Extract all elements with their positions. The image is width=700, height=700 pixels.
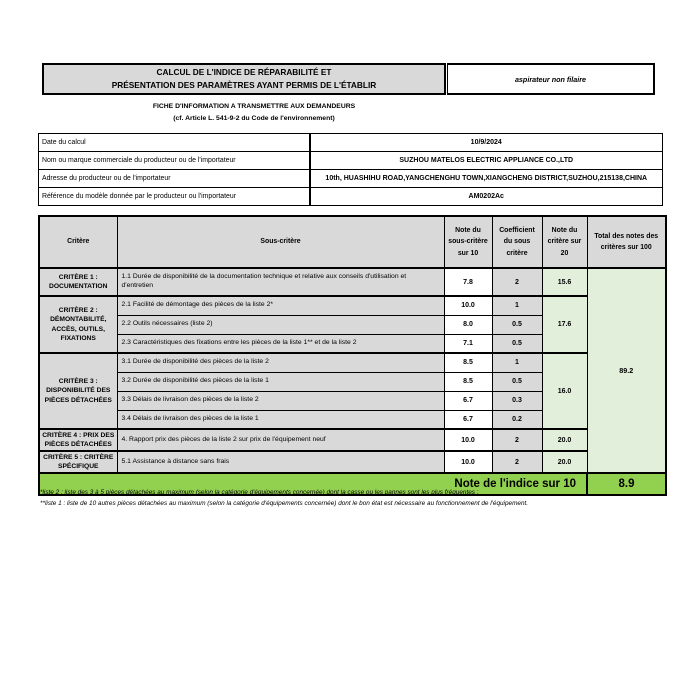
footnote-liste-2: *liste 2 : liste des 3 à 5 pièces détachées au maximum (selon la catégorie d'équipements concernée) dont la casse ou les pannes sont les plus fréquentes ; bbox=[40, 489, 479, 496]
criterion-2-label: CRITÈRE 2 : DÉMONTABILITÉ, ACCÈS, OUTILS, FIXATIONS bbox=[39, 296, 117, 353]
table-row bbox=[39, 353, 666, 372]
note-4: 10.0 bbox=[444, 429, 492, 451]
coef-3-3: 0.3 bbox=[492, 391, 542, 410]
note-2-2: 8.0 bbox=[444, 315, 492, 334]
table-row bbox=[39, 451, 666, 473]
subcriterion-2-2: 2.2 Outils nécessaires (liste 2) bbox=[117, 315, 444, 334]
info-row-model bbox=[39, 188, 663, 206]
criterion-2-note-20: 17.6 bbox=[542, 296, 587, 353]
coef-4: 2 bbox=[492, 429, 542, 451]
col-header-note-sous: Note du sous-critère sur 10 bbox=[444, 216, 492, 268]
coef-3-4: 0.2 bbox=[492, 410, 542, 429]
info-value-brand: SUZHOU MATELOS ELECTRIC APPLIANCE CO.,LTD bbox=[310, 152, 663, 170]
criterion-4-note-20: 20.0 bbox=[542, 429, 587, 451]
subtitle-line1: FICHE D'INFORMATION A TRANSMETTRE AUX DEMANDEURS bbox=[152, 103, 356, 110]
note-3-3: 6.7 bbox=[444, 391, 492, 410]
col-header-sous-critere: Sous-critère bbox=[117, 216, 444, 268]
info-table bbox=[38, 133, 663, 206]
info-label-date: Date du calcul bbox=[39, 134, 310, 152]
final-score-label: Note de l'indice sur 10 bbox=[39, 473, 587, 495]
note-3-4: 6.7 bbox=[444, 410, 492, 429]
criterion-3-note-20: 16.0 bbox=[542, 353, 587, 429]
subcriterion-4: 4. Rapport prix des pièces de la liste 2 sur prix de l'équipement neuf bbox=[117, 429, 444, 451]
subcriterion-2-1: 2.1 Facilité de démontage des pièces de la liste 2* bbox=[117, 296, 444, 315]
info-row-address bbox=[39, 170, 663, 188]
document-title bbox=[42, 63, 446, 95]
note-5-1: 10.0 bbox=[444, 451, 492, 473]
col-header-total-100: Total des notes des critères sur 100 bbox=[587, 216, 666, 268]
col-header-note-20: Note du critère sur 20 bbox=[542, 216, 587, 268]
subcriterion-3-2: 3.2 Durée de disponibilité des pièces de la liste 1 bbox=[117, 372, 444, 391]
score-table-header-row bbox=[39, 216, 666, 268]
coef-3-2: 0.5 bbox=[492, 372, 542, 391]
coef-5-1: 2 bbox=[492, 451, 542, 473]
info-row-date bbox=[39, 134, 663, 152]
total-score-100: 89.2 bbox=[587, 268, 666, 473]
info-row-brand bbox=[39, 152, 663, 170]
coef-1-1: 2 bbox=[492, 268, 542, 296]
info-value-date: 10/9/2024 bbox=[310, 134, 663, 152]
note-2-3: 7.1 bbox=[444, 334, 492, 353]
table-row bbox=[39, 429, 666, 451]
info-label-address: Adresse du producteur ou de l'importateur bbox=[39, 170, 310, 188]
product-category-label: aspirateur non filaire bbox=[514, 74, 587, 84]
criterion-5-note-20: 20.0 bbox=[542, 451, 587, 473]
col-header-coefficient: Coefficient du sous critère bbox=[492, 216, 542, 268]
subcriterion-5-1: 5.1 Assistance à distance sans frais bbox=[117, 451, 444, 473]
note-2-1: 10.0 bbox=[444, 296, 492, 315]
note-3-1: 8.5 bbox=[444, 353, 492, 372]
subtitle bbox=[38, 101, 470, 125]
subcriterion-3-4: 3.4 Délais de livraison des pièces de la liste 1 bbox=[117, 410, 444, 429]
subcriterion-3-1: 3.1 Durée de disponibilité des pièces de la liste 2 bbox=[117, 353, 444, 372]
score-table bbox=[38, 215, 667, 496]
table-row bbox=[39, 268, 666, 296]
table-row bbox=[39, 296, 666, 315]
note-1-1: 7.8 bbox=[444, 268, 492, 296]
criterion-1-label: CRITÈRE 1 : DOCUMENTATION bbox=[39, 268, 117, 296]
subcriterion-3-3: 3.3 Délais de livraison des pièces de la liste 2 bbox=[117, 391, 444, 410]
subcriterion-2-3: 2.3 Caractéristiques des fixations entre les pièces de la liste 1** et de la liste 2 bbox=[117, 334, 444, 353]
coef-2-2: 0.5 bbox=[492, 315, 542, 334]
col-header-critere: Critère bbox=[39, 216, 117, 268]
coef-2-1: 1 bbox=[492, 296, 542, 315]
info-label-brand: Nom ou marque commerciale du producteur ou de l'importateur bbox=[39, 152, 310, 170]
info-value-address: 10th, HUASHIHU ROAD,YANGCHENGHU TOWN,XIANGCHENG DISTRICT,SUZHOU,215138,CHINA bbox=[310, 170, 663, 188]
note-3-2: 8.5 bbox=[444, 372, 492, 391]
footnote-liste-1: **liste 1 : liste de 10 autres pièces détachées au maximum (selon la catégorie d'équipements concernée) dont le bon état est nécessaire au fonctionnement de l'équipement. bbox=[40, 500, 529, 508]
document-title-line2: PRÉSENTATION DES PARAMÈTRES AYANT PERMIS DE L'ÉTABLIR bbox=[111, 80, 377, 90]
subcriterion-1-1: 1.1 Durée de disponibilité de la documentation technique et relative aux conseils d'utilisation et d'entretien bbox=[117, 268, 444, 296]
criterion-5-label: CRITÈRE 5 : CRITÈRE SPÉCIFIQUE bbox=[39, 451, 117, 473]
criterion-3-label: CRITÈRE 3 : DISPONIBILITÉ DES PIÈCES DÉTACHÉES bbox=[39, 353, 117, 429]
info-value-model: AM0202Ac bbox=[310, 188, 663, 206]
footnotes bbox=[40, 487, 662, 509]
criterion-4-label: CRITÈRE 4 : PRIX DES PIÈCES DÉTACHÉES bbox=[39, 429, 117, 451]
subtitle-line2: (cf. Article L. 541-9-2 du Code de l'environnement) bbox=[173, 115, 335, 123]
header bbox=[42, 63, 655, 95]
final-score-value: 8.9 bbox=[587, 473, 666, 495]
coef-3-1: 1 bbox=[492, 353, 542, 372]
criterion-1-note-20: 15.6 bbox=[542, 268, 587, 296]
document-title-line1: CALCUL DE L'INDICE DE RÉPARABILITÉ ET bbox=[156, 67, 332, 78]
info-label-model: Référence du modèle donnée par le producteur ou l'importateur bbox=[39, 188, 310, 206]
product-category-box bbox=[447, 63, 655, 95]
coef-2-3: 0.5 bbox=[492, 334, 542, 353]
